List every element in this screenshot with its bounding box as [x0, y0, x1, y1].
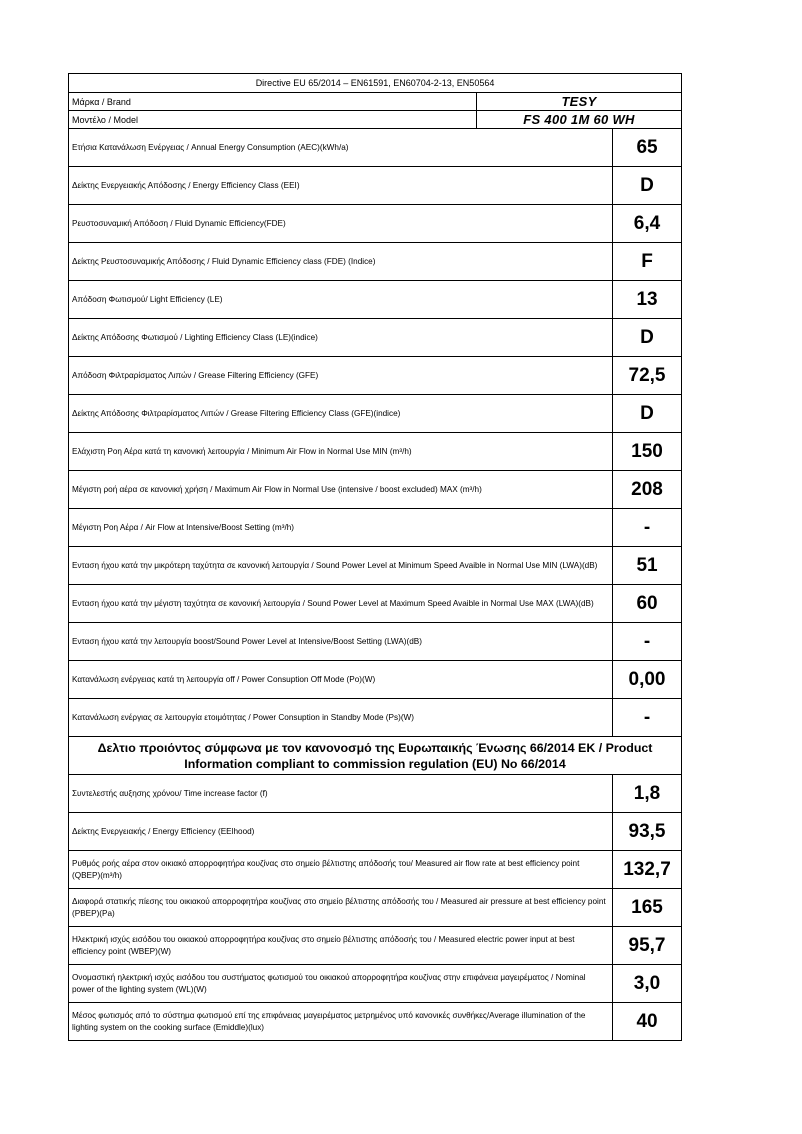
spec-row: [69, 319, 682, 357]
spec-label: Ελάχιστη Ροη Αέρα κατά τη κανονική λειτουργία / Minimum Air Flow in Normal Use MIN (m³/h): [69, 433, 613, 471]
spec-label: Ηλεκτρική ισχύς εισόδου του οικιακού απορροφητήρα κουζίνας στο σημείο βέλτιστης απόδοσής του / Measured electric power input at best efficiency point (WBEP)(W): [69, 927, 613, 965]
spec-value: 6,4: [613, 205, 682, 243]
spec-value: 51: [613, 547, 682, 585]
spec-label: Δείκτης Απόδοσης Φιλτραρίσματος Λιπών / Grease Filtering Efficiency Class (GFE)(indice): [69, 395, 613, 433]
spec-value: D: [613, 319, 682, 357]
spec-value: D: [613, 167, 682, 205]
spec-row: [69, 167, 682, 205]
spec-row: [69, 927, 682, 965]
spec-row: [69, 471, 682, 509]
spec-value: 60: [613, 585, 682, 623]
spec-value: 72,5: [613, 357, 682, 395]
brand-label: Μάρκα / Brand: [69, 93, 477, 111]
spec-row: [69, 1003, 682, 1041]
spec-row: [69, 623, 682, 661]
spec-label: Δείκτης Ενεργειακής / Energy Efficiency (EElhood): [69, 813, 613, 851]
product-sheet: [68, 73, 681, 1041]
section-title: Δελτιο προιόντος σύμφωνα με τον κανονοσμό της Ευρωπαικής Ένωσης 66/2014 ΕΚ / Product Information compliant to commission regulation (EU) No 66/2014: [69, 737, 682, 775]
spec-label: Ενταση ήχου κατά την μικρότερη ταχύτητα σε κανονική λειτουργία / Sound Power Level at Minimum Speed Avaible in Normal Use MIN (LWA)(dB): [69, 547, 613, 585]
spec-value: 1,8: [613, 775, 682, 813]
spec-value: 65: [613, 129, 682, 167]
spec-label: Κατανάλωση ενέργιας σε λειτουργία ετοιμότητας / Power Consuption in Standby Mode (Ps)(W): [69, 699, 613, 737]
spec-row: [69, 661, 682, 699]
spec-value: 3,0: [613, 965, 682, 1003]
product-info-table: [68, 73, 682, 1041]
spec-label: Συντελεστής αυξησης χρόνου/ Time increase factor (f): [69, 775, 613, 813]
spec-row: [69, 699, 682, 737]
spec-label: Ονομαστική ηλεκτρική ισχύς εισόδου του συστήματος φωτισμού του οικιακού απορροφητήρα κουζίνας στην επιφάνεια μαγειρέματος / Nominal power of the lighting system (WL)(W): [69, 965, 613, 1003]
spec-value: -: [613, 509, 682, 547]
spec-label: Ρευστοσυναμική Απόδοση / Fluid Dynamic Efficiency(FDE): [69, 205, 613, 243]
spec-value: 93,5: [613, 813, 682, 851]
spec-value: -: [613, 623, 682, 661]
spec-row: [69, 851, 682, 889]
spec-label: Ενταση ήχου κατά την λειτουργία boost/Sound Power Level at Intensive/Boost Setting (LWA)(dB): [69, 623, 613, 661]
directive-text: Directive EU 65/2014 – EN61591, EN60704-2-13, EN50564: [69, 74, 682, 93]
model-label: Μοντέλο / Model: [69, 111, 477, 129]
spec-value: 150: [613, 433, 682, 471]
spec-row: [69, 547, 682, 585]
model-value: FS 400 1M 60 WH: [477, 111, 682, 129]
spec-row: [69, 281, 682, 319]
spec-value: 208: [613, 471, 682, 509]
spec-row: [69, 889, 682, 927]
spec-label: Διαφορά στατικής πίεσης του οικιακού απορροφητήρα κουζίνας στο σημείο βέλτιστης απόδοσής του / Measured air pressure at best efficiency point (PBEP)(Pa): [69, 889, 613, 927]
spec-row: [69, 243, 682, 281]
spec-label: Μέσος φωτισμός από το σύστημα φωτισμού επί της επιφάνειας μαγειρέματος μετρημένος υπό κανονικές συνθήκες/Average illumination of the lighting system on the cooking surface (Emiddle)(lux): [69, 1003, 613, 1041]
spec-label: Απόδοση Φιλτραρίσματος Λιπών / Grease Filtering Efficiency (GFE): [69, 357, 613, 395]
spec-row: [69, 813, 682, 851]
brand-value: TESY: [477, 93, 682, 111]
spec-label: Μέγιστη Ροη Αέρα / Air Flow at Intensive/Boost Setting (m³/h): [69, 509, 613, 547]
section-row: [69, 737, 682, 775]
spec-row: [69, 585, 682, 623]
spec-label: Μέγιστη ροή αέρα σε κανονική χρήση / Maximum Air Flow in Normal Use (intensive / boost excluded) MAX (m³/h): [69, 471, 613, 509]
spec-value: 40: [613, 1003, 682, 1041]
spec-value: D: [613, 395, 682, 433]
spec-row: [69, 205, 682, 243]
spec-value: -: [613, 699, 682, 737]
spec-value: 0,00: [613, 661, 682, 699]
spec-row: [69, 509, 682, 547]
spec-label: Δείκτης Ενεργειακής Απόδοσης / Energy Efficiency Class (EEI): [69, 167, 613, 205]
spec-label: Ετήσια Κατανάλωση Ενέργειας / Annual Energy Consumption (AEC)(kWh/a): [69, 129, 613, 167]
spec-value: 132,7: [613, 851, 682, 889]
spec-value: 165: [613, 889, 682, 927]
spec-label: Απόδοση Φωτισμού/ Light Efficiency (LE): [69, 281, 613, 319]
brand-row: [69, 93, 682, 111]
spec-value: 95,7: [613, 927, 682, 965]
spec-row: [69, 433, 682, 471]
spec-row: [69, 357, 682, 395]
spec-row: [69, 775, 682, 813]
spec-row: [69, 129, 682, 167]
spec-value: F: [613, 243, 682, 281]
spec-row: [69, 965, 682, 1003]
directive-row: [69, 74, 682, 93]
spec-label: Κατανάλωση ενέργειας κατά τη λειτουργία off / Power Consuption Off Mode (Po)(W): [69, 661, 613, 699]
spec-value: 13: [613, 281, 682, 319]
spec-label: Δείκτης Ρευστοσυναμικής Απόδοσης / Fluid Dynamic Efficiency class (FDE) (Indice): [69, 243, 613, 281]
spec-label: Ρυθμός ροής αέρα στον οικιακό απορροφητήρα κουζίνας στο σημείο βέλτιστης απόδοσής του/ Measured air flow rate at best efficiency point (QBEP)(m³/h): [69, 851, 613, 889]
model-row: [69, 111, 682, 129]
spec-label: Δείκτης Απόδοσης Φωτισμού / Lighting Efficiency Class (LE)(indice): [69, 319, 613, 357]
spec-row: [69, 395, 682, 433]
spec-label: Ενταση ήχου κατά την μέγιστη ταχύτητα σε κανονική λειτουργία / Sound Power Level at Maximum Speed Avaible in Normal Use MAX (LWA)(dB): [69, 585, 613, 623]
